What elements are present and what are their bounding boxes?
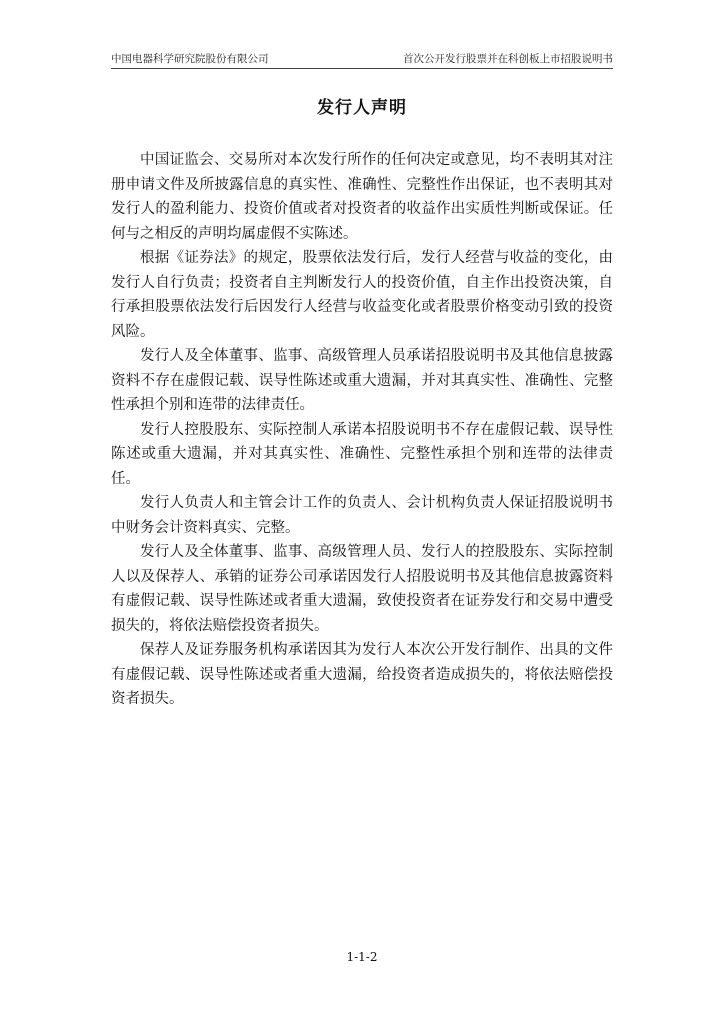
header-document-title: 首次公开发行股票并在科创板上市招股说明书 xyxy=(403,53,613,65)
header-company-name: 中国电器科学研究院股份有限公司 xyxy=(111,53,269,65)
paragraph: 根据《证券法》的规定，股票依法发行后，发行人经营与收益的变化，由发行人自行负责；投资者自主判断发行人的投资价值，自主作出投资决策，自行承担股票依法发行后因发行人经营与收益变化或者股票价格变动引致的投资风险。 xyxy=(111,250,613,340)
page-number: 1-1-2 xyxy=(346,950,378,964)
paragraph: 发行人及全体董事、监事、高级管理人员承诺招股说明书及其他信息披露资料不存在虚假记载、误导性陈述或重大遗漏，并对其真实性、准确性、完整性承担个别和连带的法律责任。 xyxy=(111,348,613,413)
paragraph: 发行人负责人和主管会计工作的负责人、会计机构负责人保证招股说明书中财务会计资料真实、完整。 xyxy=(111,495,613,536)
page-header xyxy=(111,52,613,69)
document-title: 发行人声明 xyxy=(317,98,407,118)
document-body xyxy=(111,148,613,712)
paragraph: 中国证监会、交易所对本次发行所作的任何决定或意见，均不表明其对注册申请文件及所披露信息的真实性、准确性、完整性作出保证，也不表明其对发行人的盈利能力、投资价值或者对投资者的收益作出实质性判断或保证。任何与之相反的声明均属虚假不实陈述。 xyxy=(111,152,613,242)
paragraph: 保荐人及证券服务机构承诺因其为发行人本次公开发行制作、出具的文件有虚假记载、误导性陈述或者重大遗漏，给投资者造成损失的，将依法赔偿投资者损失。 xyxy=(111,642,613,707)
paragraph: 发行人控股股东、实际控制人承诺本招股说明书不存在虚假记载、误导性陈述或重大遗漏，并对其真实性、准确性、完整性承担个别和连带的法律责任。 xyxy=(111,421,613,487)
paragraph: 发行人及全体董事、监事、高级管理人员、发行人的控股股东、实际控制人以及保荐人、承销的证券公司承诺因发行人招股说明书及其他信息披露资料有虚假记载、误导性陈述或者重大遗漏，致使投资者在证券发行和交易中遭受损失的，将依法赔偿投资者损失。 xyxy=(111,544,613,634)
